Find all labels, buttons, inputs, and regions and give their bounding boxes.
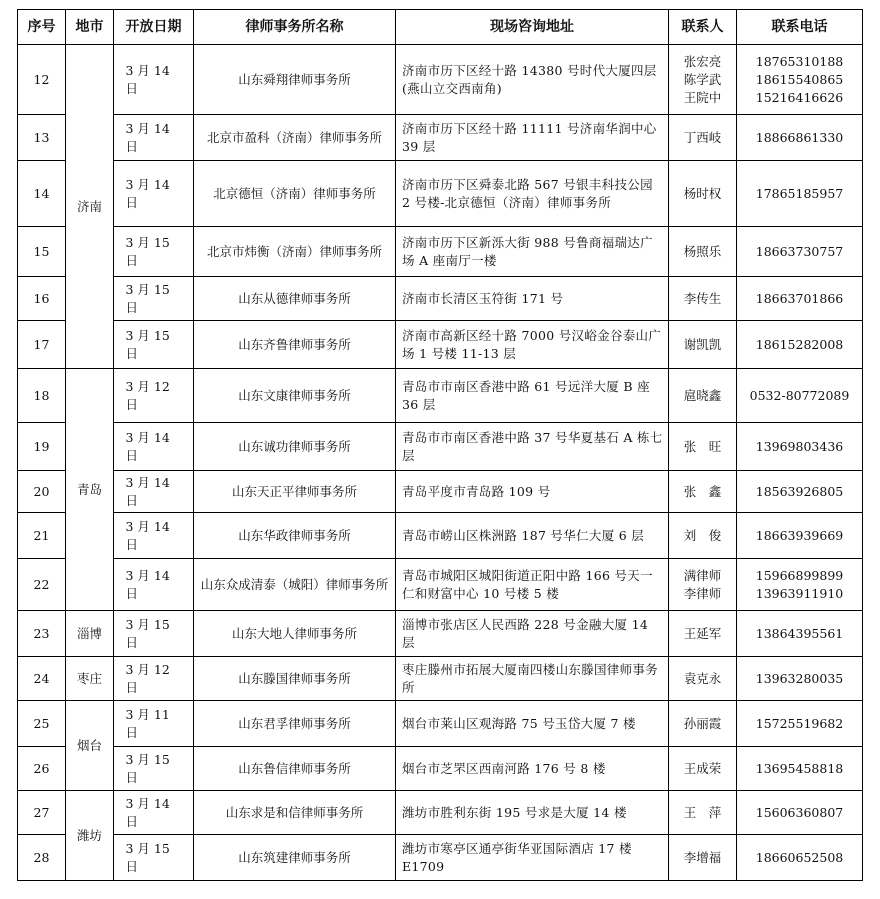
firm-cell: 山东齐鲁律师事务所 bbox=[194, 321, 396, 369]
table-row bbox=[18, 423, 863, 471]
seq-cell: 17 bbox=[18, 321, 66, 369]
seq-cell: 23 bbox=[18, 611, 66, 657]
table-row bbox=[18, 835, 863, 881]
page bbox=[17, 9, 863, 881]
address-cell: 青岛平度市青岛路 109 号 bbox=[396, 471, 669, 513]
date-cell: 3 月 14 日 bbox=[114, 559, 194, 611]
header-phone: 联系电话 bbox=[737, 10, 863, 45]
firm-cell: 北京市盈科（济南）律师事务所 bbox=[194, 115, 396, 161]
address-cell: 烟台市芝罘区西南河路 176 号 8 楼 bbox=[396, 747, 669, 791]
table-row bbox=[18, 45, 863, 115]
seq-cell: 27 bbox=[18, 791, 66, 835]
city-cell-qingdao: 青岛 bbox=[66, 369, 114, 611]
firm-cell: 山东鲁信律师事务所 bbox=[194, 747, 396, 791]
phone-cell: 18663730757 bbox=[737, 227, 863, 277]
phone-cell: 13695458818 bbox=[737, 747, 863, 791]
header-address: 现场咨询地址 bbox=[396, 10, 669, 45]
contact-cell: 王成荣 bbox=[669, 747, 737, 791]
seq-cell: 21 bbox=[18, 513, 66, 559]
table-row bbox=[18, 321, 863, 369]
date-cell: 3 月 15 日 bbox=[114, 321, 194, 369]
contact-cell: 张宏亮 陈学武 王院中 bbox=[669, 45, 737, 115]
contact-cell: 丁西岐 bbox=[669, 115, 737, 161]
header-date: 开放日期 bbox=[114, 10, 194, 45]
date-cell: 3 月 14 日 bbox=[114, 115, 194, 161]
firm-cell: 北京市炜衡（济南）律师事务所 bbox=[194, 227, 396, 277]
address-cell: 淄博市张店区人民西路 228 号金融大厦 14 层 bbox=[396, 611, 669, 657]
seq-cell: 20 bbox=[18, 471, 66, 513]
firm-cell: 山东大地人律师事务所 bbox=[194, 611, 396, 657]
phone-cell: 18866861330 bbox=[737, 115, 863, 161]
phone-cell: 18615282008 bbox=[737, 321, 863, 369]
phone-cell: 18663701866 bbox=[737, 277, 863, 321]
seq-cell: 18 bbox=[18, 369, 66, 423]
phone-cell: 18765310188 18615540865 15216416626 bbox=[737, 45, 863, 115]
contact-cell: 杨照乐 bbox=[669, 227, 737, 277]
address-cell: 枣庄滕州市拓展大厦南四楼山东滕国律师事务所 bbox=[396, 657, 669, 701]
address-cell: 潍坊市寒亭区通亭街华亚国际酒店 17 楼 E1709 bbox=[396, 835, 669, 881]
seq-cell: 14 bbox=[18, 161, 66, 227]
table-row bbox=[18, 369, 863, 423]
header-seq: 序号 bbox=[18, 10, 66, 45]
contact-cell: 谢凯凯 bbox=[669, 321, 737, 369]
header-contact: 联系人 bbox=[669, 10, 737, 45]
seq-cell: 24 bbox=[18, 657, 66, 701]
phone-cell: 13864395561 bbox=[737, 611, 863, 657]
firm-cell: 山东华政律师事务所 bbox=[194, 513, 396, 559]
phone-cell: 13969803436 bbox=[737, 423, 863, 471]
city-cell-jinan: 济南 bbox=[66, 45, 114, 369]
phone-cell: 0532-80772089 bbox=[737, 369, 863, 423]
table-row bbox=[18, 747, 863, 791]
date-cell: 3 月 14 日 bbox=[114, 45, 194, 115]
address-cell: 青岛市市南区香港中路 37 号华夏基石 A 栋七层 bbox=[396, 423, 669, 471]
date-cell: 3 月 14 日 bbox=[114, 471, 194, 513]
address-cell: 青岛市市南区香港中路 61 号远洋大厦 B 座 36 层 bbox=[396, 369, 669, 423]
city-cell-zaozhuang: 枣庄 bbox=[66, 657, 114, 701]
firm-cell: 山东文康律师事务所 bbox=[194, 369, 396, 423]
address-cell: 济南市高新区经十路 7000 号汉峪金谷泰山广场 1 号楼 11-13 层 bbox=[396, 321, 669, 369]
table-row bbox=[18, 161, 863, 227]
seq-cell: 26 bbox=[18, 747, 66, 791]
firm-cell: 山东舜翔律师事务所 bbox=[194, 45, 396, 115]
table-row bbox=[18, 513, 863, 559]
date-cell: 3 月 12 日 bbox=[114, 369, 194, 423]
contact-cell: 刘 俊 bbox=[669, 513, 737, 559]
contact-cell: 杨时权 bbox=[669, 161, 737, 227]
date-cell: 3 月 15 日 bbox=[114, 277, 194, 321]
firm-cell: 山东求是和信律师事务所 bbox=[194, 791, 396, 835]
date-cell: 3 月 11 日 bbox=[114, 701, 194, 747]
table-row bbox=[18, 227, 863, 277]
seq-cell: 15 bbox=[18, 227, 66, 277]
firm-cell: 北京德恒（济南）律师事务所 bbox=[194, 161, 396, 227]
firm-cell: 山东滕国律师事务所 bbox=[194, 657, 396, 701]
firm-cell: 山东从德律师事务所 bbox=[194, 277, 396, 321]
date-cell: 3 月 14 日 bbox=[114, 513, 194, 559]
address-cell: 潍坊市胜利东街 195 号求是大厦 14 楼 bbox=[396, 791, 669, 835]
table-row bbox=[18, 115, 863, 161]
address-cell: 济南市历下区经十路 14380 号时代大厦四层(燕山立交西南角) bbox=[396, 45, 669, 115]
phone-cell: 15606360807 bbox=[737, 791, 863, 835]
date-cell: 3 月 15 日 bbox=[114, 611, 194, 657]
firm-cell: 山东诚功律师事务所 bbox=[194, 423, 396, 471]
address-cell: 烟台市莱山区观海路 75 号玉岱大厦 7 楼 bbox=[396, 701, 669, 747]
contact-cell: 王 萍 bbox=[669, 791, 737, 835]
contact-cell: 张 旺 bbox=[669, 423, 737, 471]
date-cell: 3 月 15 日 bbox=[114, 747, 194, 791]
seq-cell: 13 bbox=[18, 115, 66, 161]
address-cell: 济南市历下区新泺大街 988 号鲁商福瑞达广场 A 座南厅一楼 bbox=[396, 227, 669, 277]
date-cell: 3 月 14 日 bbox=[114, 423, 194, 471]
phone-cell: 18663939669 bbox=[737, 513, 863, 559]
date-cell: 3 月 15 日 bbox=[114, 835, 194, 881]
address-cell: 济南市长清区玉符街 171 号 bbox=[396, 277, 669, 321]
seq-cell: 12 bbox=[18, 45, 66, 115]
date-cell: 3 月 14 日 bbox=[114, 161, 194, 227]
phone-cell: 13963280035 bbox=[737, 657, 863, 701]
city-cell-weifang: 潍坊 bbox=[66, 791, 114, 881]
address-cell: 青岛市崂山区株洲路 187 号华仁大厦 6 层 bbox=[396, 513, 669, 559]
address-cell: 济南市历下区经十路 11111 号济南华润中心 39 层 bbox=[396, 115, 669, 161]
seq-cell: 16 bbox=[18, 277, 66, 321]
firm-cell: 山东君孚律师事务所 bbox=[194, 701, 396, 747]
address-cell: 济南市历下区舜泰北路 567 号银丰科技公园 2 号楼-北京德恒（济南）律师事务所 bbox=[396, 161, 669, 227]
contact-cell: 王延军 bbox=[669, 611, 737, 657]
phone-cell: 18660652508 bbox=[737, 835, 863, 881]
contact-cell: 李增福 bbox=[669, 835, 737, 881]
law-firm-table bbox=[17, 9, 863, 881]
city-cell-yantai: 烟台 bbox=[66, 701, 114, 791]
phone-cell: 18563926805 bbox=[737, 471, 863, 513]
date-cell: 3 月 14 日 bbox=[114, 791, 194, 835]
table-row bbox=[18, 611, 863, 657]
phone-cell: 15725519682 bbox=[737, 701, 863, 747]
seq-cell: 25 bbox=[18, 701, 66, 747]
date-cell: 3 月 15 日 bbox=[114, 227, 194, 277]
table-row bbox=[18, 701, 863, 747]
seq-cell: 19 bbox=[18, 423, 66, 471]
table-row bbox=[18, 471, 863, 513]
phone-cell: 15966899899 13963911910 bbox=[737, 559, 863, 611]
contact-cell: 袁克永 bbox=[669, 657, 737, 701]
date-cell: 3 月 12 日 bbox=[114, 657, 194, 701]
phone-cell: 17865185957 bbox=[737, 161, 863, 227]
header-firm: 律师事务所名称 bbox=[194, 10, 396, 45]
contact-cell: 李传生 bbox=[669, 277, 737, 321]
table-row bbox=[18, 657, 863, 701]
seq-cell: 22 bbox=[18, 559, 66, 611]
firm-cell: 山东众成清泰（城阳）律师事务所 bbox=[194, 559, 396, 611]
contact-cell: 孙丽霞 bbox=[669, 701, 737, 747]
address-cell: 青岛市城阳区城阳街道正阳中路 166 号天一仁和财富中心 10 号楼 5 楼 bbox=[396, 559, 669, 611]
header-city: 地市 bbox=[66, 10, 114, 45]
header-row bbox=[18, 10, 863, 45]
firm-cell: 山东天正平律师事务所 bbox=[194, 471, 396, 513]
city-cell-zibo: 淄博 bbox=[66, 611, 114, 657]
contact-cell: 扈晓鑫 bbox=[669, 369, 737, 423]
seq-cell: 28 bbox=[18, 835, 66, 881]
table-row bbox=[18, 277, 863, 321]
table-row bbox=[18, 559, 863, 611]
contact-cell: 满律师 李律师 bbox=[669, 559, 737, 611]
firm-cell: 山东筑建律师事务所 bbox=[194, 835, 396, 881]
contact-cell: 张 鑫 bbox=[669, 471, 737, 513]
table-row bbox=[18, 791, 863, 835]
